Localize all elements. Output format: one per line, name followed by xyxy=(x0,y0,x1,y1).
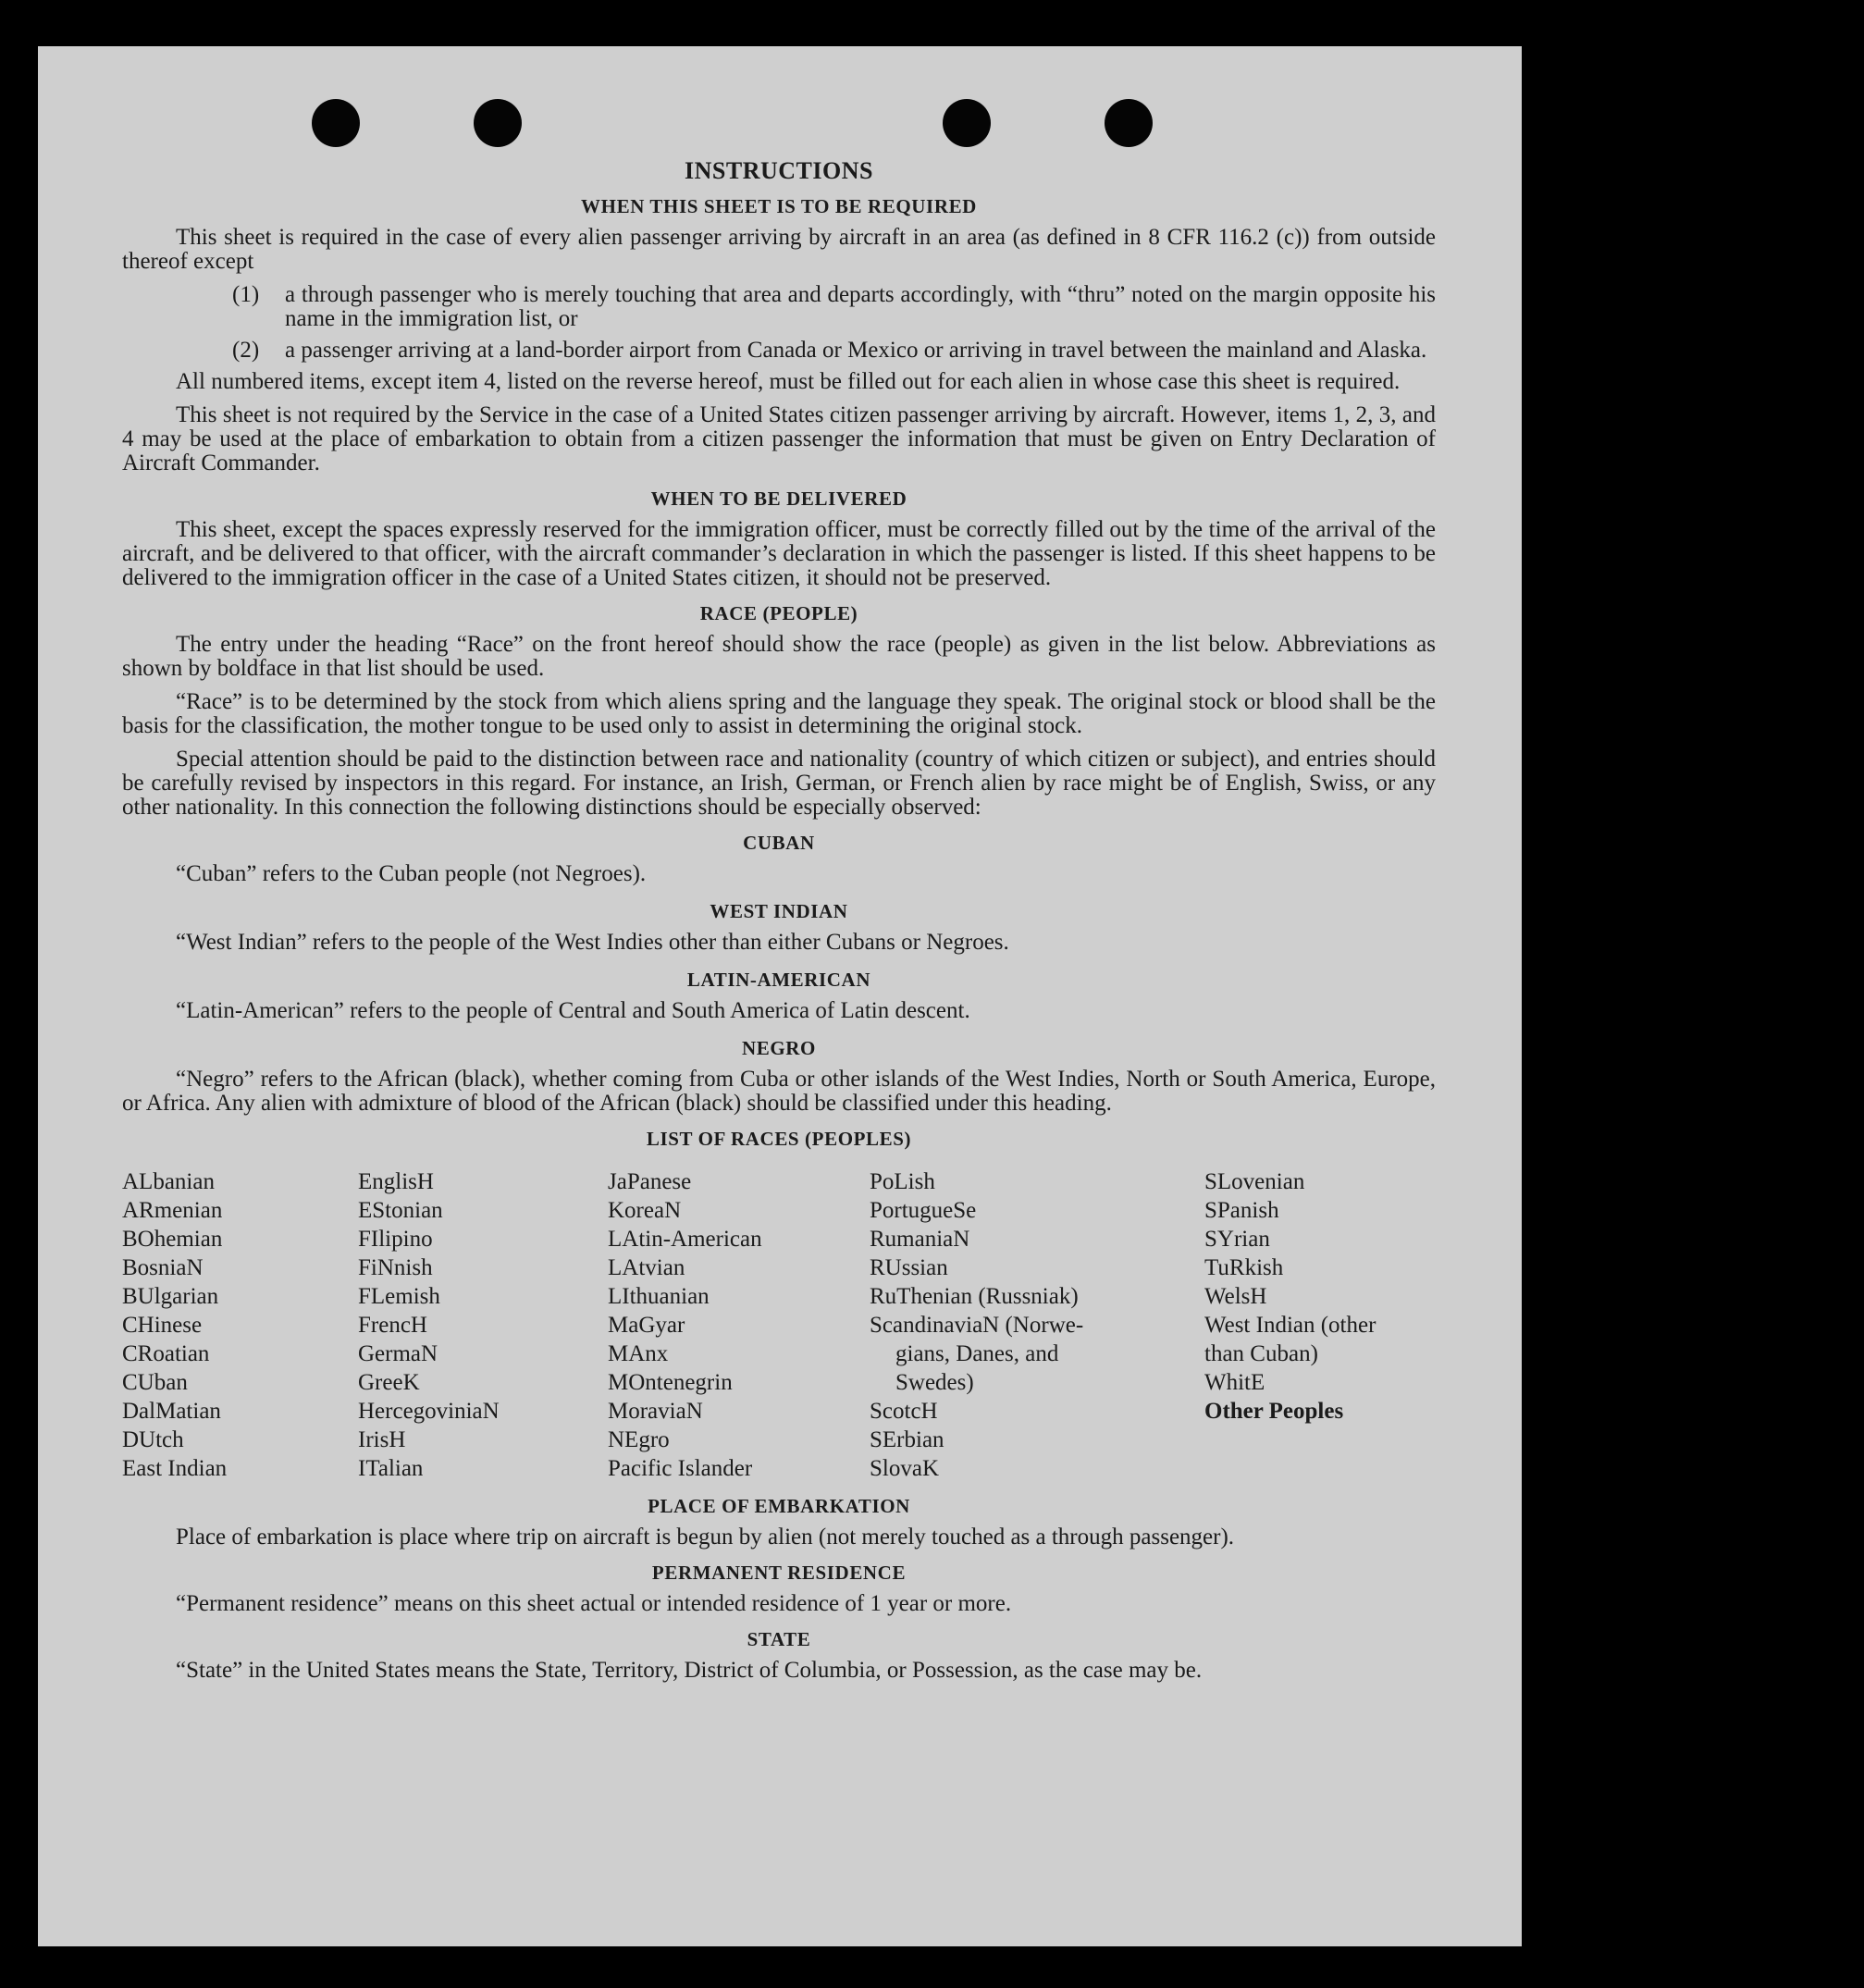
race-entry: RumaniaN xyxy=(870,1227,970,1252)
paragraph: The entry under the heading “Race” on the front hereof should show the race (people) as given in the list below. Abbreviations as shown by boldface in that list should be used. xyxy=(122,632,1436,681)
race-entry: MaGyar xyxy=(608,1313,685,1338)
paragraph: “Permanent residence” means on this sheet actual or intended residence of 1 year or more. xyxy=(176,1591,1012,1616)
races-column-1 xyxy=(122,1167,358,1483)
definition-latin-american: “Latin-American” refers to the people of Central and South America of Latin descent. xyxy=(176,998,970,1023)
race-entry: SlovaK xyxy=(870,1456,939,1481)
race-entry: FIlipino xyxy=(358,1227,433,1252)
race-entry: NEgro xyxy=(608,1427,670,1452)
race-entry: PortugueSe xyxy=(870,1198,977,1223)
race-entry: TuRkish xyxy=(1204,1255,1284,1280)
paragraph: This sheet is required in the case of every alien passenger arriving by aircraft in an area (as defined in 8 CFR 116.2 (c)) from outside thereof except xyxy=(122,225,1436,274)
paragraph: Special attention should be paid to the distinction between race and nationality (country of which citizen or subject), and entries should be carefully revised by inspectors in this regard. For instance, an Irish, German, or French alien by race might be of English, Swiss, or any other nationality. In this connection the following distinctions should be especially observed: xyxy=(122,747,1436,820)
document-body xyxy=(122,111,1436,1692)
race-entry: GermaN xyxy=(358,1341,438,1366)
heading-embarkation: PLACE OF EMBARKATION xyxy=(648,1495,910,1517)
race-entry: RUssian xyxy=(870,1255,948,1280)
race-entry: WelsH xyxy=(1204,1284,1267,1309)
race-entry: CUban xyxy=(122,1370,188,1395)
race-entry: LIthuanian xyxy=(608,1284,710,1309)
race-entry: WhitE xyxy=(1204,1370,1265,1395)
item-text: a passenger arriving at a land-border airport from Canada or Mexico or arriving in travel between the mainland and Alaska. xyxy=(285,338,1427,363)
heading-when-delivered: WHEN TO BE DELIVERED xyxy=(650,488,907,510)
paragraph: All numbered items, except item 4, listed on the reverse hereof, must be filled out for each alien in whose case this sheet is required. xyxy=(176,369,1401,394)
race-entry: SYrian xyxy=(1204,1227,1270,1252)
race-entry: BosniaN xyxy=(122,1255,204,1280)
races-column-2 xyxy=(358,1167,608,1483)
race-entry: DUtch xyxy=(122,1427,184,1452)
document-sheet xyxy=(38,46,1522,1946)
race-entry: CRoatian xyxy=(122,1341,210,1366)
heading-west-indian: WEST INDIAN xyxy=(710,900,848,922)
heading-list-of-races: LIST OF RACES (PEOPLES) xyxy=(646,1128,912,1150)
heading-state: STATE xyxy=(747,1628,811,1650)
heading-race: RACE (PEOPLE) xyxy=(699,602,858,624)
race-entry: CHinese xyxy=(122,1313,203,1338)
race-entry: SPanish xyxy=(1204,1198,1279,1223)
races-column-3 xyxy=(608,1167,870,1483)
race-entry: EnglisH xyxy=(358,1169,434,1194)
race-entry-continued: than Cuban) xyxy=(1204,1341,1318,1366)
race-entry: East Indian xyxy=(122,1456,228,1481)
race-entry: MAnx xyxy=(608,1341,669,1366)
race-entry: DalMatian xyxy=(122,1399,221,1424)
race-entry: West Indian (other xyxy=(1204,1313,1376,1338)
race-entry: MOntenegrin xyxy=(608,1370,733,1395)
race-entry: FiNnish xyxy=(358,1255,433,1280)
paragraph: Place of embarkation is place where trip on aircraft is begun by alien (not merely touched as a through passenger). xyxy=(176,1525,1235,1550)
race-entry: ALbanian xyxy=(122,1169,215,1194)
race-entry-continued: Swedes) xyxy=(895,1370,974,1395)
definition-west-indian: “West Indian” refers to the people of the West Indies other than either Cubans or Negroes. xyxy=(176,930,1009,955)
race-entry: ScandinaviaN (Norwe- xyxy=(870,1313,1084,1338)
page-title: INSTRUCTIONS xyxy=(685,157,873,184)
race-entry: LAtvian xyxy=(608,1255,685,1280)
races-column-5 xyxy=(1204,1167,1436,1483)
paragraph: “Race” is to be determined by the stock from which aliens spring and the language they speak. The original stock or blood shall be the basis for the classification, the mother tongue to be used only to assist in determining the original stock. xyxy=(122,689,1436,738)
race-entry: Other Peoples xyxy=(1204,1399,1344,1424)
item-text: a through passenger who is merely touching that area and departs accordingly, with “thru” noted on the margin opposite his name in the immigration list, or xyxy=(285,282,1436,331)
paragraph: This sheet is not required by the Service in the case of a United States citizen passenger arriving by aircraft. However, items 1, 2, 3, and 4 may be used at the place of embarkation to obtain from a citizen passenger the information that must be given on Entry Declaration of Aircraft Commander. xyxy=(122,402,1436,475)
race-entry: EStonian xyxy=(358,1198,443,1223)
definition-cuban: “Cuban” refers to the Cuban people (not Negroes). xyxy=(176,861,647,886)
race-entry: SErbian xyxy=(870,1427,944,1452)
race-entry: JaPanese xyxy=(608,1169,692,1194)
paragraph: “State” in the United States means the State, Territory, District of Columbia, or Possession, as the case may be. xyxy=(176,1658,1203,1683)
race-entry: Pacific Islander xyxy=(608,1456,753,1481)
definition-negro: “Negro” refers to the African (black), whether coming from Cuba or other islands of the West Indies, North or South America, Europe, or Africa. Any alien with admixture of blood of the African (black) should be classified under this heading. xyxy=(122,1067,1436,1116)
race-entry: SLovenian xyxy=(1204,1169,1305,1194)
heading-cuban: CUBAN xyxy=(743,832,815,854)
heading-permanent-residence: PERMANENT RESIDENCE xyxy=(651,1562,907,1584)
race-entry: FLemish xyxy=(358,1284,440,1309)
heading-negro: NEGRO xyxy=(741,1037,816,1059)
list-item xyxy=(232,283,1436,331)
race-entry: IrisH xyxy=(358,1427,406,1452)
item-number: (1) xyxy=(232,282,260,307)
races-column-4 xyxy=(870,1167,1204,1483)
race-entry: HercegoviniaN xyxy=(358,1399,500,1424)
race-entry: ARmenian xyxy=(122,1198,223,1223)
paragraph: This sheet, except the spaces expressly reserved for the immigration officer, must be correctly filled out by the time of the arrival of the aircraft, and be delivered to that officer, with the aircraft commander’s declaration in which the passenger is listed. If this sheet happens to be delivered to the immigration officer in the case of a United States citizen, it should not be preserved. xyxy=(122,517,1436,590)
race-entry: RuThenian (Russniak) xyxy=(870,1284,1079,1309)
race-entry: PoLish xyxy=(870,1169,935,1194)
race-entry: FrencH xyxy=(358,1313,427,1338)
race-entry: KoreaN xyxy=(608,1198,682,1223)
races-list xyxy=(122,1167,1436,1483)
race-entry: MoraviaN xyxy=(608,1399,703,1424)
item-number: (2) xyxy=(232,338,260,363)
race-entry: ITalian xyxy=(358,1456,424,1481)
heading-when-required: WHEN THIS SHEET IS TO BE REQUIRED xyxy=(581,195,977,217)
race-entry: BOhemian xyxy=(122,1227,223,1252)
race-entry: ScotcH xyxy=(870,1399,938,1424)
race-entry-continued: gians, Danes, and xyxy=(895,1341,1059,1366)
heading-latin-american: LATIN-AMERICAN xyxy=(686,969,871,991)
race-entry: LAtin-American xyxy=(608,1227,762,1252)
list-item xyxy=(232,339,1436,363)
race-entry: GreeK xyxy=(358,1370,420,1395)
race-entry: BUlgarian xyxy=(122,1284,219,1309)
